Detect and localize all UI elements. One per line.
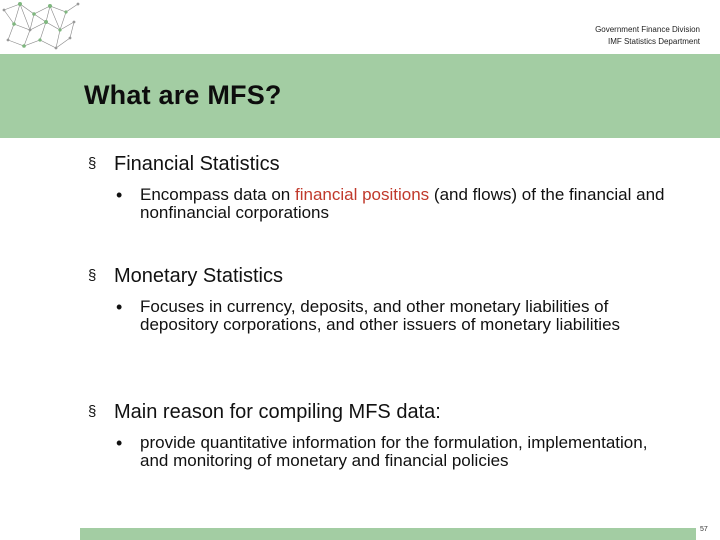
bullet-text: Monetary Statistics xyxy=(114,265,283,287)
sub-bullet-text: Focuses in currency, deposits, and other monetary liabilities of depository corporations, and other issuers of monetary liabilities xyxy=(140,297,621,334)
dot-bullet-icon: • xyxy=(116,185,123,205)
header-org-line2: IMF Statistics Department xyxy=(607,37,700,46)
header-org-line1: Government Finance Division xyxy=(595,25,700,34)
sub-bullet-text-start: Encompass data on xyxy=(140,185,295,204)
sub-bullet-text xyxy=(140,186,680,222)
dot-bullet-icon: • xyxy=(116,433,123,453)
page-number: 57 xyxy=(700,526,708,533)
sub-bullet-text-end: (and flows) of the financial and nonfinancial corporations xyxy=(140,185,665,222)
section-bullet-icon: § xyxy=(88,403,97,420)
sub-bullet-text: provide quantitative information for the formulation, implementation, and monitoring of monetary and financial policies xyxy=(140,433,648,470)
section-bullet-icon: § xyxy=(88,267,97,284)
bullet-text: Financial Statistics xyxy=(114,153,280,175)
slide-title: What are MFS? xyxy=(84,80,282,110)
highlighted-term: financial positions xyxy=(294,185,430,204)
section-bullet-icon: § xyxy=(88,155,97,172)
bullet-text: Main reason for compiling MFS data: xyxy=(114,401,441,423)
dot-bullet-icon: • xyxy=(116,297,123,317)
footer-bar xyxy=(80,528,696,540)
